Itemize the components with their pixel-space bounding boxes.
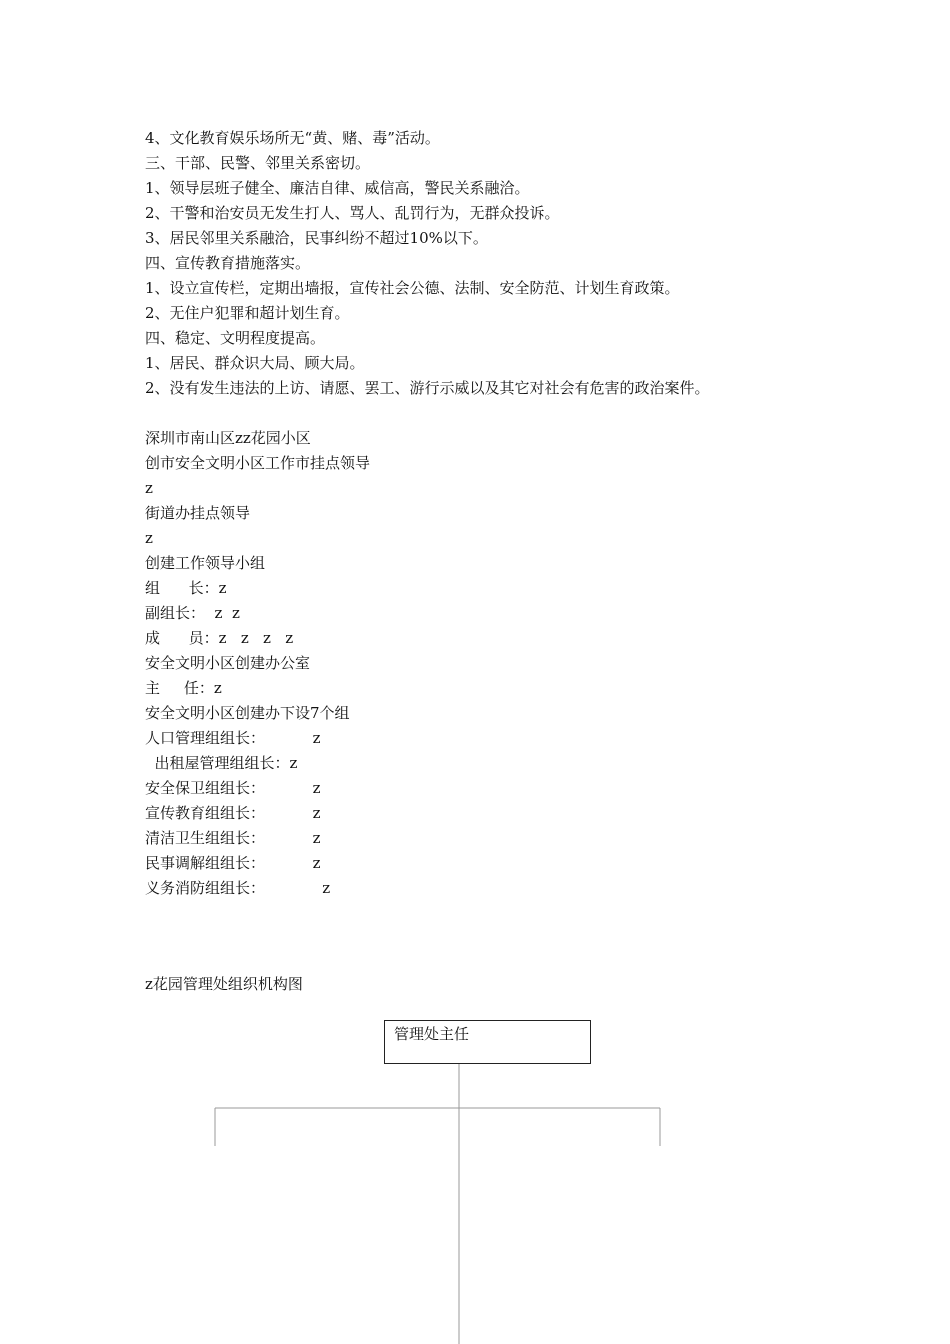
org-box-director-label: 管理处主任	[394, 1025, 470, 1043]
text-line: 四、稳定、文明程度提高。	[145, 329, 326, 347]
text-line: 三、干部、民警、邻里关系密切。	[145, 154, 371, 172]
text-line: 4、文化教育娱乐场所无“黄、赌、毒”活动。	[145, 129, 440, 147]
text-line: 组 长：z	[145, 579, 227, 597]
org-box-director	[384, 1020, 591, 1064]
text-line: 出租屋管理组组长：z	[145, 754, 298, 772]
text-line: 宣传教育组组长： z	[145, 804, 321, 822]
text-line: 民事调解组组长： z	[145, 854, 321, 872]
text-line: 安全文明小区创建办下设7个组	[145, 704, 350, 722]
text-line: 1、领导层班子健全、廉洁自律、威信高，警民关系融洽。	[145, 179, 530, 197]
text-line: 2、无住户犯罪和超计划生育。	[145, 304, 350, 322]
text-line: 1、居民、群众识大局、顾大局。	[145, 354, 365, 372]
text-line: 深圳市南山区zz花园小区	[145, 429, 311, 447]
text-line: 2、干警和治安员无发生打人、骂人、乱罚行为，无群众投诉。	[145, 204, 560, 222]
text-line: 安全保卫组组长： z	[145, 779, 321, 797]
text-line: 2、没有发生违法的上访、请愿、罢工、游行示威以及其它对社会有危害的政治案件。	[145, 379, 710, 397]
text-line: 副组长： z z	[145, 604, 240, 622]
text-line: 创建工作领导小组	[145, 554, 266, 572]
text-line: z	[145, 479, 153, 497]
text-line: 3、居民邻里关系融洽，民事纠纷不超过10%以下。	[145, 229, 488, 247]
text-line: 人口管理组组长： z	[145, 729, 321, 747]
text-line: 清洁卫生组组长： z	[145, 829, 321, 847]
text-line: 义务消防组组长： z	[145, 879, 331, 897]
text-line: 创市安全文明小区工作市挂点领导	[145, 454, 371, 472]
text-line: 1、设立宣传栏，定期出墙报，宣传社会公德、法制、安全防范、计划生育政策。	[145, 279, 680, 297]
text-line: 主 任：z	[145, 679, 222, 697]
text-line: 成 员：z z z z	[145, 629, 294, 647]
text-line: z	[145, 529, 153, 547]
org-chart-title: z花园管理处组织机构图	[145, 975, 303, 993]
text-line: 街道办挂点领导	[145, 504, 251, 522]
text-line: 安全文明小区创建办公室	[145, 654, 311, 672]
text-line: 四、宣传教育措施落实。	[145, 254, 311, 272]
